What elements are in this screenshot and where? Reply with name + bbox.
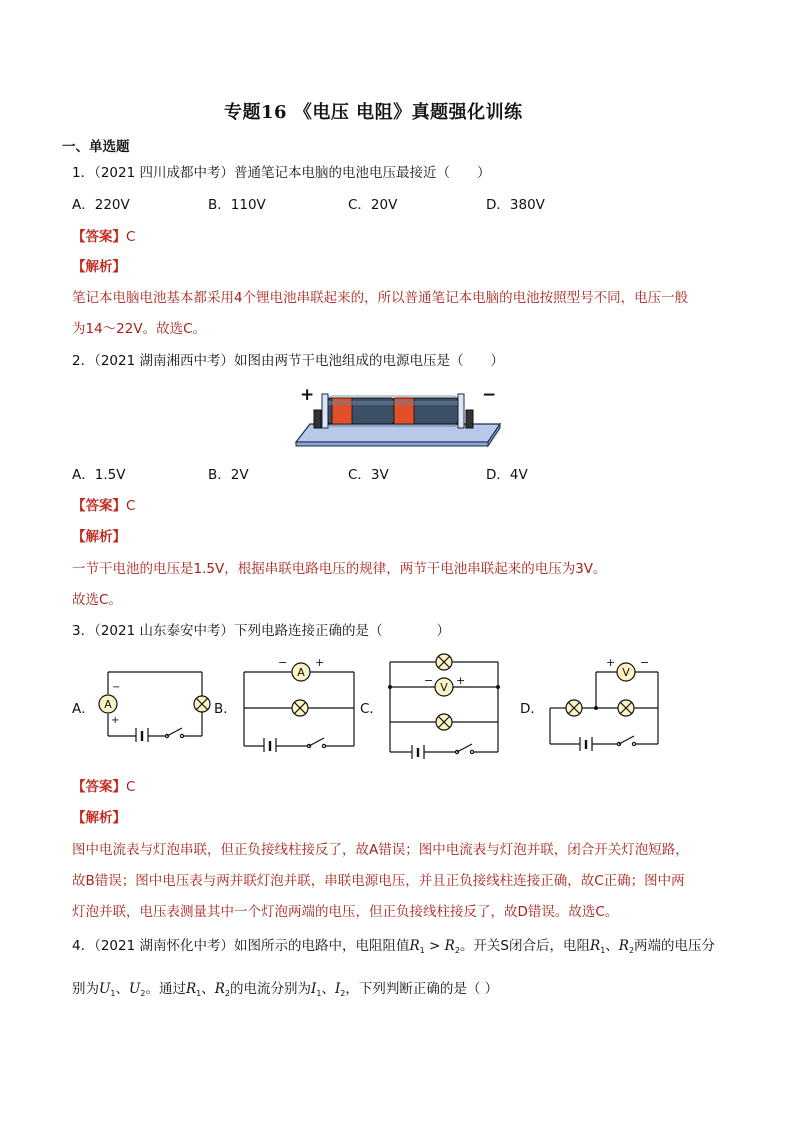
svg-text:A: A (297, 666, 305, 679)
q1-analysis-line-2: 为14～22V。故选C。 (72, 321, 207, 337)
q3-analysis-tag: 【解析】 (72, 810, 126, 826)
voltmeter-icon (617, 663, 635, 681)
svg-text:+: + (606, 656, 616, 669)
q4-stem-line-2: 别为$U_1$、$U_2$。通过$R_1$、$R_2$的电流分别为$I_1$、$I_2$，下列判断正确的是（ ） (72, 981, 499, 998)
ammeter-icon (99, 695, 117, 713)
svg-text:−: − (640, 656, 650, 669)
battery-symbol-icon (580, 737, 592, 751)
plus-sign: + (300, 385, 315, 405)
lamp-icon (436, 714, 452, 730)
q1-option-a: A．220V (72, 197, 130, 213)
battery-symbol-icon (264, 738, 276, 752)
q1-answer-value: C (126, 229, 136, 245)
svg-text:−: − (424, 674, 434, 687)
circuit-a (92, 666, 216, 742)
svg-text:−: − (112, 682, 121, 693)
lamp-icon (566, 700, 582, 716)
page-title: 专题16 《电压 电阻》真题强化训练 (224, 102, 523, 123)
q1-stem: 1．（2021 四川成都中考）普通笔记本电脑的电池电压最接近（ ） (72, 165, 491, 181)
q1-option-b: B．110V (208, 197, 266, 213)
q1-answer (72, 228, 135, 246)
ammeter-icon (292, 663, 310, 681)
q1-option-c: C．20V (348, 197, 398, 213)
q3-analysis-line-2: 故B错误；图中电压表与两并联灯泡并联，串联电源电压，并且正负接线柱连接正确，故C正确；图中两 (72, 873, 685, 889)
lamp-icon (436, 654, 452, 670)
q1-analysis-tag: 【解析】 (72, 259, 126, 275)
voltmeter-icon (435, 678, 453, 696)
answer-tag: 【答案】 (72, 779, 126, 795)
svg-text:A: A (104, 698, 112, 711)
q3-analysis-line-1: 图中电流表与灯泡串联，但正负接线柱接反了，故A错误；图中电流表与灯泡并联，闭合开关灯泡短路， (72, 842, 689, 858)
battery-symbol-icon (412, 745, 424, 759)
q3-analysis-line-3: 灯泡并联，电压表测量其中一个灯泡两端的电压，但正负接线柱接反了，故D错误。故选C。 (72, 904, 619, 920)
svg-text:V: V (622, 666, 630, 679)
svg-text:+: + (456, 674, 466, 687)
q2-option-a: A．1.5V (72, 467, 126, 483)
left-terminal (314, 410, 321, 428)
q3-stem: 3．（2021 山东泰安中考）下列电路连接正确的是（ ） (72, 623, 450, 639)
switch-icon (165, 728, 183, 738)
lamp-icon (194, 696, 210, 712)
q1-option-d: D．380V (486, 197, 545, 213)
section-heading: 一、单选题 (62, 139, 130, 155)
q3-answer (72, 778, 135, 796)
battery-symbol-icon (136, 728, 148, 742)
circuit-d (544, 652, 666, 752)
svg-text:+: + (111, 715, 120, 726)
minus-sign: − (482, 385, 497, 405)
battery-figure (292, 384, 504, 448)
q2-option-c: C．3V (348, 467, 389, 483)
q2-stem: 2．（2021 湖南湘西中考）如图由两节干电池组成的电源电压是（ ） (72, 353, 504, 369)
circuit-c-label: C． (360, 701, 383, 717)
q2-analysis-line-2: 故选C。 (72, 592, 122, 608)
circuit-c (382, 650, 506, 760)
circuit-a-label: A． (72, 701, 95, 717)
circuit-b (236, 656, 360, 752)
answer-tag: 【答案】 (72, 498, 126, 514)
q4-stem-line-1: 4．（2021 湖南怀化中考）如图所示的电路中，电阻阻值$R_1 > R_2$。开关S闭合后，电阻$R_1$、$R_2$两端的电压分 (72, 938, 716, 955)
circuit-d-label: D． (520, 701, 544, 717)
svg-text:V: V (440, 681, 448, 694)
circuit-b-label: B． (214, 701, 237, 717)
q2-answer (72, 497, 135, 515)
svg-text:−: − (278, 656, 288, 669)
switch-icon (617, 736, 635, 746)
q2-option-d: D．4V (486, 467, 528, 483)
q2-analysis-tag: 【解析】 (72, 529, 126, 545)
answer-tag: 【答案】 (72, 229, 126, 245)
q1-analysis-line-1: 笔记本电脑电池基本都采用4个锂电池串联起来的，所以普通笔记本电脑的电池按照型号不同，电压一般 (72, 290, 689, 306)
q2-analysis-line-1: 一节干电池的电压是1.5V，根据串联电路电压的规律，两节干电池串联起来的电压为3V。 (72, 561, 607, 577)
switch-icon (307, 738, 325, 748)
q2-option-b: B．2V (208, 467, 249, 483)
q2-answer-value: C (126, 498, 136, 514)
svg-text:+: + (315, 656, 325, 669)
lamp-icon (292, 700, 308, 716)
lamp-icon (618, 700, 634, 716)
q3-answer-value: C (126, 779, 136, 795)
switch-icon (455, 744, 473, 754)
right-terminal (466, 410, 473, 428)
